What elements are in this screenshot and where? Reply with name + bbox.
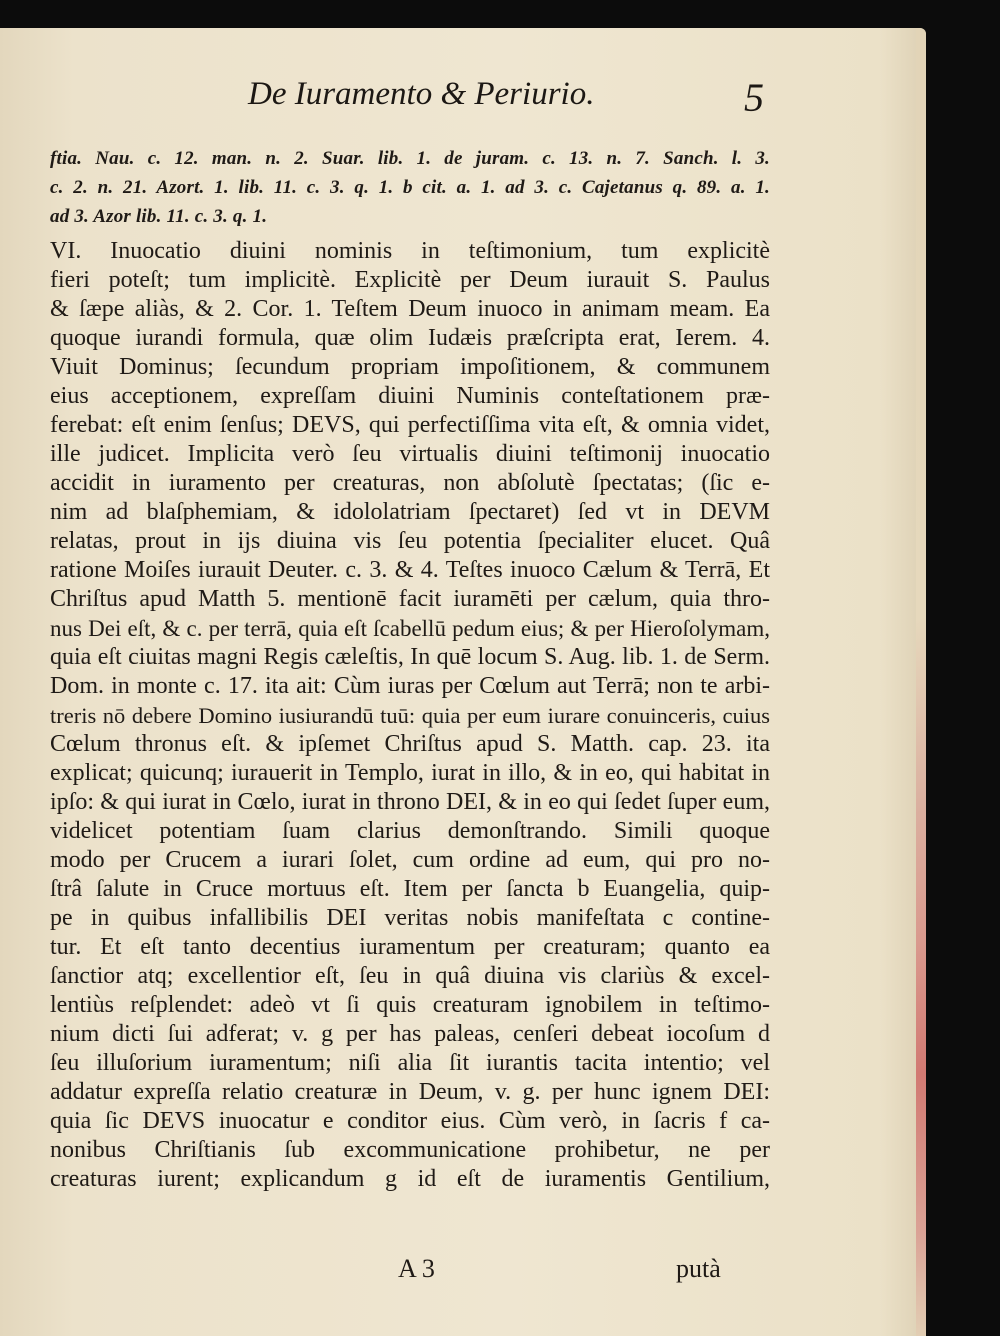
text-line: nim ad blaſphemiam, & idololatriam ſpectaret) ſed vt in DEVM [50,499,770,525]
text-line: pe in quibus infallibilis DEI veritas nobis manifeſtata c contine- [50,905,770,931]
text-line: quia ſic DEVS inuocatur e conditor eius. Cùm verò, in ſacris f ca- [50,1108,770,1134]
page-edge-stain [916,28,926,1336]
text-line: nium dicti ſui adferat; v. g per has paleas, cenſeri debeat iocoſum d [50,1021,770,1047]
text-line: treris nō debere Domino iusiurandū tuū: quia per eum iurare conuinceris, cuius [50,703,770,728]
text-line: quia eſt ciuitas magni Regis cæleſtis, In quē locum S. Aug. lib. 1. de Serm. [50,644,770,670]
text-line: quoque iurandi formula, quæ olim Iudæis præſcripta erat, Ierem. 4. [50,325,770,351]
text-line: lentiùs reſplendet: adeò vt ſi quis creaturam ignobilem in teſtimo- [50,992,770,1018]
signature-mark: A 3 [398,1254,435,1283]
text-line: relatas, prout in ijs diuina vis ſeu potentia ſpecialiter elucet. Quâ [50,528,770,554]
text-line: tur. Et eſt tanto decentius iuramentum per creaturam; quanto ea [50,934,770,960]
text-line: creaturas iurent; explicandum g id eſt de iuramentis Gentilium, [50,1166,770,1192]
page-number: 5 [744,75,764,120]
text-line: nus Dei eſt, & c. per terrā, quia eſt ſcabellū pedum eius; & per Hieroſolymam, [50,616,770,641]
running-head: De Iuramento & Periurio. [248,76,595,112]
text-line: ratione Moiſes iurauit Deuter. c. 3. & 4. Teſtes inuoco Cælum & Terrā, Et [50,557,770,583]
text-line: Dom. in monte c. 17. ita ait: Cùm iuras per Cœlum aut Terrā; non te arbi- [50,673,770,699]
text-line: ſeu illuſorium iuramentum; niſi alia ſit iurantis tacita intentio; vel [50,1050,770,1076]
text-line: ſtrâ ſalute in Cruce mortuus eſt. Item per ſancta b Euangelia, quip- [50,876,770,902]
page-footer [0,1254,926,1290]
catchword: putà [676,1254,721,1283]
text-line: VI. Inuocatio diuini nominis in teſtimonium, tum explicitè [50,238,770,264]
text-line: ad 3. Azor lib. 11. c. 3. q. 1. [50,206,268,227]
text-line: accidit in iuramento per creaturas, non abſolutè ſpectatas; (ſic e- [50,470,770,496]
page-header [0,70,926,120]
text-line: ftia. Nau. c. 12. man. n. 2. Suar. lib. 1. de juram. c. 13. n. 7. Sanch. l. 3. [50,148,770,169]
text-line: ipſo: & qui iurat in Cœlo, iurat in throno DEI, & in eo qui ſedet ſuper eum, [50,789,770,815]
text-line: fieri poteſt; tum implicitè. Explicitè per Deum iurauit S. Paulus [50,267,770,293]
text-line: videlicet potentiam ſuam clarius demonſtrando. Simili quoque [50,818,770,844]
body-text [50,144,770,1194]
text-line: ille judicet. Implicita verò ſeu virtualis diuini teſtimonij inuocatio [50,441,770,467]
text-line: modo per Crucem a iurari ſolet, cum ordine ad eum, qui pro no- [50,847,770,873]
text-line: explicat; quicunq; iurauerit in Templo, iurat in illo, & in eo, qui habitat in [50,760,770,786]
text-line: nonibus Chriſtianis ſub excommunicatione prohibetur, ne per [50,1137,770,1163]
text-line: addatur expreſſa relatio creaturæ in Deum, v. g. per hunc ignem DEI: [50,1079,770,1105]
text-line: & ſæpe aliàs, & 2. Cor. 1. Teſtem Deum inuoco in animam meam. Ea [50,296,770,322]
text-line: Cœlum thronus eſt. & ipſemet Chriſtus apud S. Matth. cap. 23. ita [50,731,770,757]
text-line: ferebat: eſt enim ſenſus; DEVS, qui perfectiſſima vita eſt, & omnia videt, [50,412,770,438]
text-line: c. 2. n. 21. Azort. 1. lib. 11. c. 3. q. 1. b cit. a. 1. ad 3. c. Cajetanus q. 89. a. 1. [50,177,770,198]
text-line: Chriſtus apud Matth 5. mentionē facit iuramēti per cælum, quia thro- [50,586,770,612]
text-line: Viuit Dominus; ſecundum propriam impoſitionem, & communem [50,354,770,380]
text-line: eius acceptionem, expreſſam diuini Numinis conteſtationem præ- [50,383,770,409]
book-page [0,28,926,1336]
text-line: ſanctior atq; excellentior eſt, ſeu in quâ diuina vis clariùs & excel- [50,963,770,989]
